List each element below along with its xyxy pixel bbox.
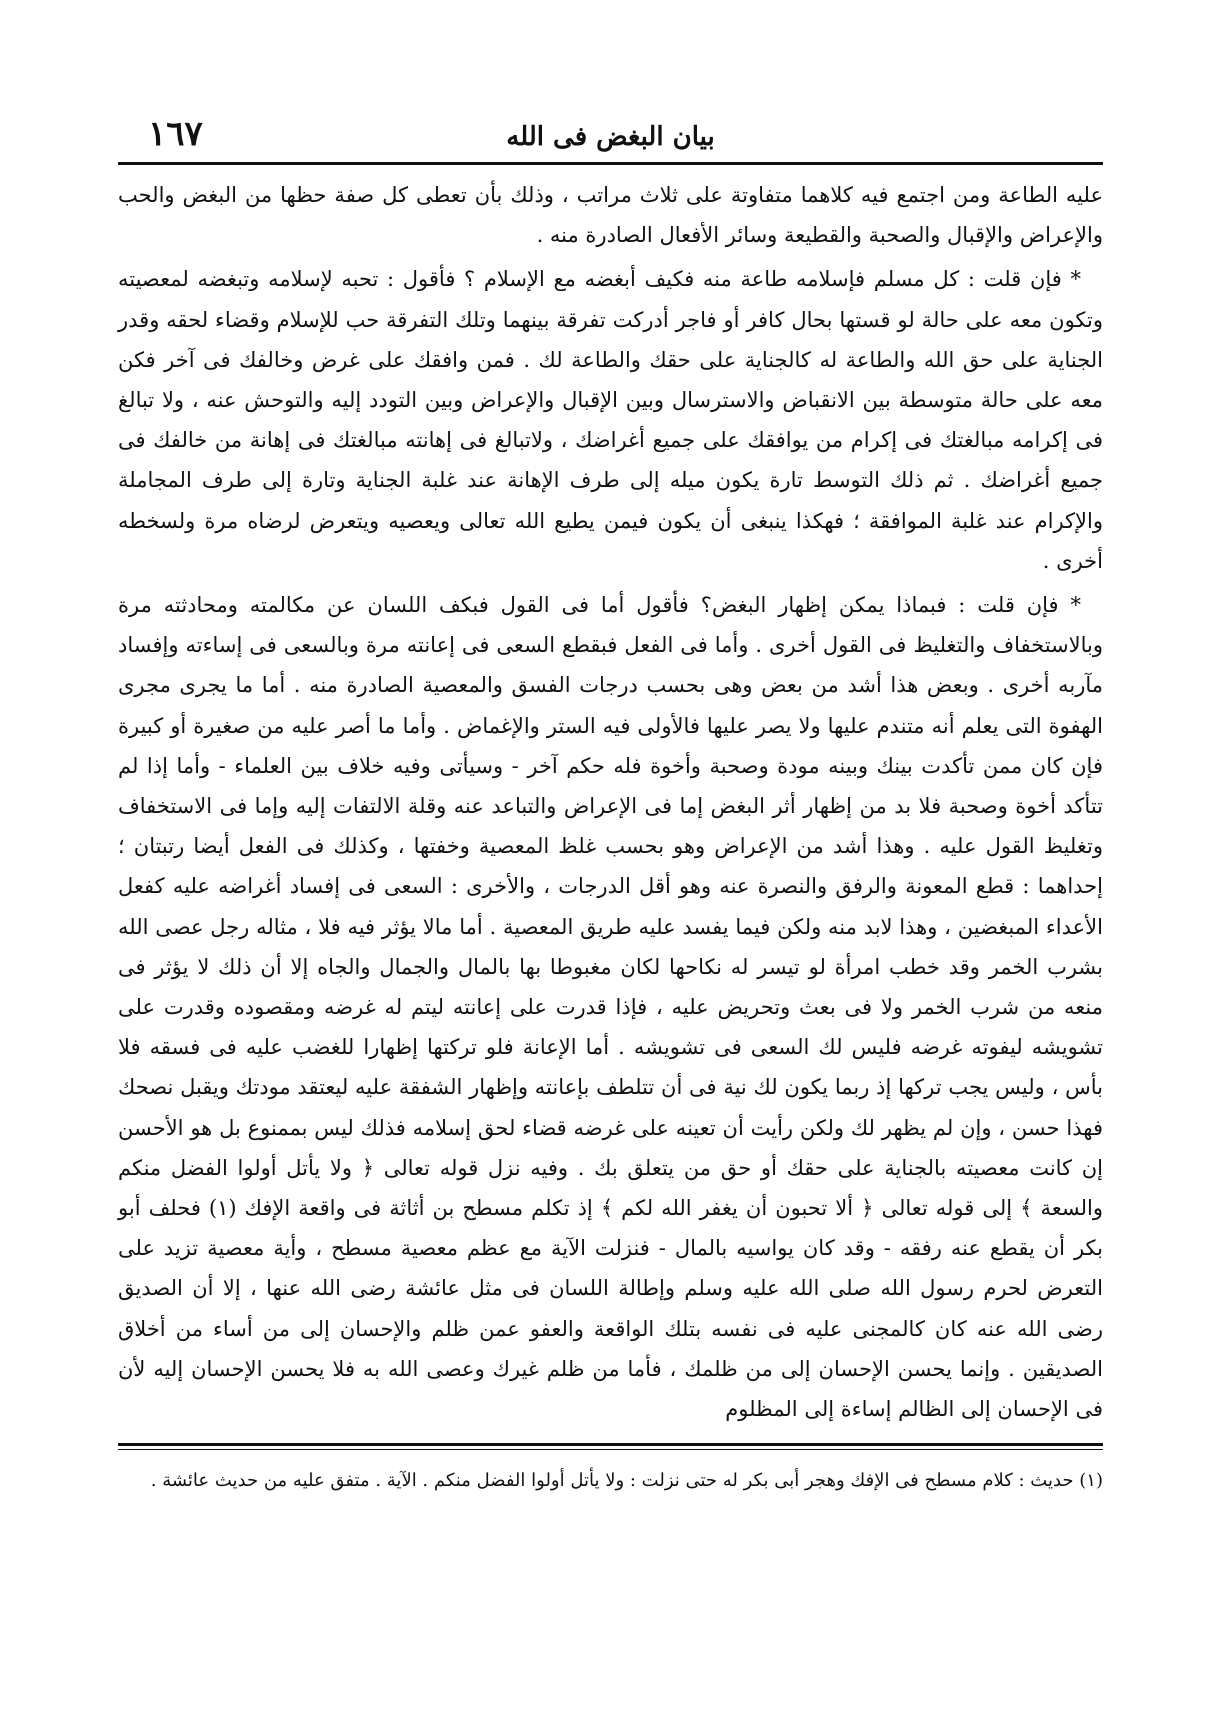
paragraph: * فإن قلت : كل مسلم فإسلامه طاعة منه فكيف أبغضه مع الإسلام ؟ فأقول : تحبه لإسلامه وتبغضه لمعصيته وتكون معه على حالة لو قستها بحال كافر أو فاجر أدركت تفرقة بينهما وتلك التفرقة حب للإسلام وقضاء لحقه وقدر الجناية على حق الله والطاعة له كالجناية على حقك والطاعة لك . فمن وافقك على غرض وخالفك فى آخر فكن معه على حالة متوسطة بين الانقباض والاسترسال وبين الإقبال والإعراض وبين التودد إليه والتوحش عنه ، ولا تبالغ فى إكرامه مبالغتك فى إكرام من يوافقك على جميع أغراضك ، ولاتبالغ فى إهانته مبالغتك فى إهانة من خالفك فى جميع أغراضك . ثم ذلك التوسط تارة يكون ميله إلى طرف الإهانة عند غلبة الجناية وتارة إلى طرف المجاملة والإكرام عند غلبة الموافقة ؛ فهكذا ينبغى أن يكون فيمن يطيع الله تعالى ويعصيه ويتعرض لرضاه مرة ولسخطه أخرى . (118, 267, 1103, 573)
book-page (118, 112, 1103, 1500)
page-header (118, 112, 1103, 165)
main-text (118, 175, 1103, 1429)
footnote-separator (118, 1443, 1103, 1446)
paragraph: * فإن قلت : فبماذا يمكن إظهار البغض؟ فأقول أما فى القول فبكف اللسان عن مكالمته ومحادثته مرة وبالاستخفاف والتغليظ فى القول أخرى . وأما فى الفعل فبقطع السعى فى إعانته مرة وبالسعى فى إساءته وإفساد مآربه أخرى . وبعض هذا أشد من بعض وهى بحسب درجات الفسق والمعصية الصادرة منه . أما ما يجرى مجرى الهفوة التى يعلم أنه متندم عليها ولا يصر عليها فالأولى فيه الستر والإغماض . وأما ما أصر عليه من صغيرة أو كبيرة فإن كان ممن تأكدت بينك وبينه مودة وصحبة وأخوة فله حكم آخر - وسيأتى وفيه خلاف بين العلماء - وأما إذا لم تتأكد أخوة وصحبة فلا بد من إظهار أثر البغض إما فى الإعراض والتباعد عنه وقلة الالتفات إليه وإما فى الاستخفاف وتغليظ القول عليه . وهذا أشد من الإعراض وهو بحسب غلظ المعصية وخفتها ، وكذلك فى الفعل أيضا رتبتان ؛ إحداهما : قطع المعونة والرفق والنصرة عنه وهو أقل الدرجات ، والأخرى : السعى فى إفساد أغراضه عليه كفعل الأعداء المبغضين ، وهذا لابد منه ولكن فيما يفسد عليه طريق المعصية . أما مالا يؤثر فيه فلا ، مثاله رجل عصى الله بشرب الخمر وقد خطب امرأة لو تيسر له نكاحها لكان مغبوطا بها بالمال والجمال والجاه إلا أن ذلك لا يؤثر فى منعه من شرب الخمر ولا فى بعث وتحريض عليه ، فإذا قدرت على إعانته ليتم له غرضه ومقصوده وقدرت على تشويشه ليفوته غرضه فليس لك السعى فى تشويشه . أما الإعانة فلو تركتها إظهارا للغضب عليه فى فسقه فلا بأس ، وليس يجب تركها إذ ربما يكون لك نية فى أن تتلطف بإعانته وإظهار الشفقة عليه ليعتقد مودتك ويقبل نصحك فهذا حسن ، وإن لم يظهر لك ولكن رأيت أن تعينه على غرضه قضاء لحق إسلامه فذلك ليس بممنوع بل هو الأحسن إن كانت معصيته بالجناية على حقك أو حق من يتعلق بك . وفيه نزل قوله تعالى ﴿ ولا يأتل أولوا الفضل منكم والسعة ﴾ إلى قوله تعالى ﴿ ألا تحبون أن يغفر الله لكم ﴾ إذ تكلم مسطح بن أثاثة فى واقعة الإفك (١) فحلف أبو بكر أن يقطع عنه رفقه - وقد كان يواسيه بالمال - فنزلت الآية مع عظم معصية مسطح ، وأية معصية تزيد على التعرض لحرم رسول الله صلى الله عليه وسلم وإطالة اللسان فى مثل عائشة رضى الله عنها ، إلا أن الصديق رضى الله عنه كان كالمجنى عليه فى نفسه بتلك الواقعة والعفو عمن ظلم والإحسان إلى من أساء من أخلاق الصديقين . وإنما يحسن الإحسان إلى من ظلمك ، فأما من ظلم غيرك وعصى الله به فلا يحسن الإحسان إليه لأن فى الإحسان إلى الظالم إساءة إلى المظلوم (118, 593, 1103, 1422)
footnotes (118, 1466, 1103, 1496)
running-title: بيان البغض فى الله (506, 122, 715, 152)
page-number: ١٦٧ (148, 114, 203, 154)
footnote-separator-thin (118, 1449, 1103, 1450)
paragraph: عليه الطاعة ومن اجتمع فيه كلاهما متفاوتة على ثلاث مراتب ، وذلك بأن تعطى كل صفة حظها من البغض والحب والإعراض والإقبال والصحبة والقطيعة وسائر الأفعال الصادرة منه . (118, 183, 1103, 248)
footnote: (١) حديث : كلام مسطح فى الإفك وهجر أبى بكر له حتى نزلت : ولا يأتل أولوا الفضل منكم . الآية . متفق عليه من حديث عائشة . (150, 1470, 1103, 1492)
